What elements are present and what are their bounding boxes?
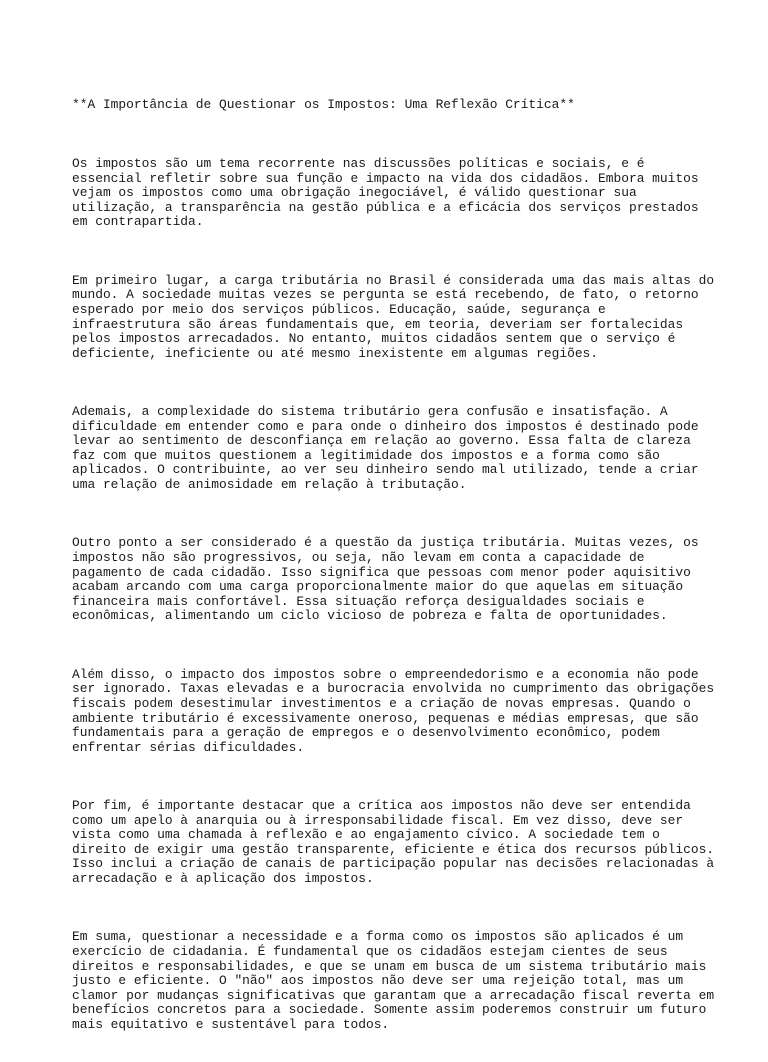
document-page — [72, 69, 715, 1062]
paragraph-civic-engagement: Por fim, é importante destacar que a crítica aos impostos não deve ser entendida como um apelo à anarquia ou à irresponsabilidade fiscal. Em vez disso, deve ser vista como uma chamada à reflexão e ao engajamento cívico. A sociedade tem o direito de exigir uma gestão transparente, eficiente e ética dos recursos públicos. Isso inclui a criação de canais de participação popular nas decisões relacionadas à arrecadação e à aplicação dos impostos. — [72, 798, 715, 887]
paragraph-complexity: Ademais, a complexidade do sistema tributário gera confusão e insatisfação. A dificuldade em entender como e para onde o dinheiro dos impostos é destinado pode levar ao sentimento de desconfiança em relação ao governo. Essa falta de clareza faz com que muitos questionem a legitimidade dos impostos e a forma como são aplicados. O contribuinte, ao ver seu dinheiro sendo mal utilizado, tende a criar uma relação de animosidade em relação à tributação. — [72, 404, 699, 493]
paragraph-introduction: Os impostos são um tema recorrente nas discussões políticas e sociais, e é essencial refletir sobre sua função e impacto na vida dos cidadãos. Embora muitos vejam os impostos como uma obrigação inegociável, é válido questionar sua utilização, a transparência na gestão pública e a eficácia dos serviços prestados em contrapartida. — [72, 155, 699, 230]
paragraph-tax-burden: Em primeiro lugar, a carga tributária no Brasil é considerada uma das mais altas do mundo. A sociedade muitas vezes se pergunta se está recebendo, de fato, o retorno esperado por meio dos serviços públicos. Educação, saúde, segurança e infraestrutura são áreas fundamentais que, em teoria, deveriam ser fortalecidas pelos impostos arrecadados. No entanto, muitos cidadãos sentem que o serviço é deficiente, ineficiente ou até mesmo inexistente em algumas regiões. — [72, 272, 715, 361]
paragraph-tax-justice: Outro ponto a ser considerado é a questão da justiça tributária. Muitas vezes, os impostos não são progressivos, ou seja, não levam em conta a capacidade de pagamento de cada cidadão. Isso significa que pessoas com menor poder aquisitivo acabam arcando com uma carga proporcionalmente maior do que aquelas em situação financeira mais confortável. Essa situação reforça desigualdades sociais e econômicas, alimentando um ciclo vicioso de pobreza e falta de oportunidades. — [72, 535, 699, 624]
paragraph-entrepreneurship: Além disso, o impacto dos impostos sobre o empreendedorismo e a economia não pode ser ignorado. Taxas elevadas e a burocracia envolvida no cumprimento das obrigações fiscais podem desestimular investimentos e a criação de novas empresas. Quando o ambiente tributário é excessivamente oneroso, pequenas e médias empresas, que são fundamentais para a geração de empregos e o desenvolvimento econômico, podem enfrentar sérias dificuldades. — [72, 666, 715, 755]
paragraph-conclusion: Em suma, questionar a necessidade e a forma como os impostos são aplicados é um exercício de cidadania. É fundamental que os cidadãos estejam cientes de seus direitos e responsabilidades, e que se unam em busca de um sistema tributário mais justo e eficiente. O "não" aos impostos não deve ser uma rejeição total, mas um clamor por mudanças significativas que garantam que a arrecadação fiscal reverta em benefícios concretos para a sociedade. Somente assim poderemos construir um futuro mais equitativo e sustentável para todos. — [72, 929, 715, 1032]
document-title: **A Importância de Questionar os Impostos: Uma Reflexão Crítica** — [72, 97, 575, 113]
